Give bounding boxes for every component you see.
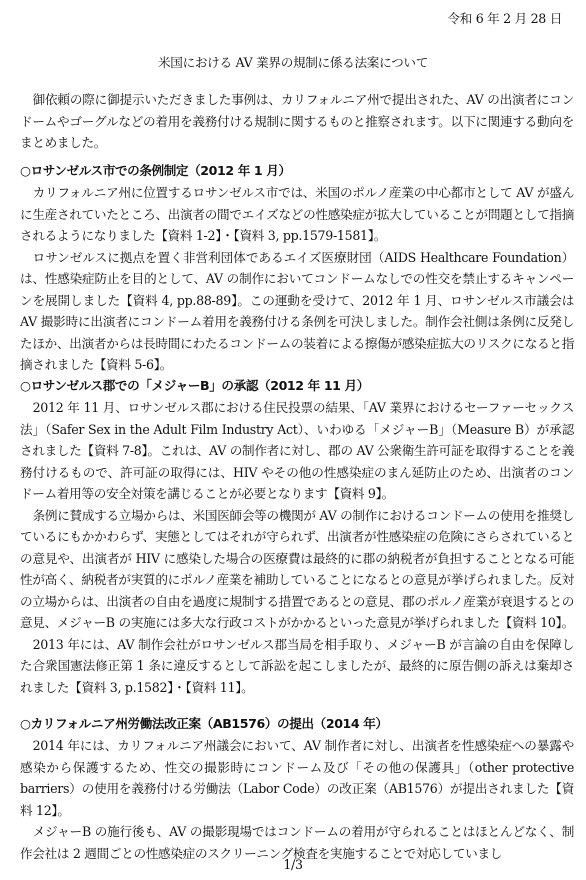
paragraph: 条例に賛成する立場からは、米国医師会等の機関が AV の制作におけるコンドームの使用を推奨しているにもかかわらず、実態としてはそれが守られず、出演者が性感染症の危険にさらされているとの意見や、出演者が HIV に感染した場合の医療費は最終的に郡の納税者が負担することとなる可能性が高く、納税者が実質的にポルノ産業を補助していることになるとの意見が挙げられました。反対の立場からは、出演者の自由を過度に規制する措置であるとの意見、郡のポルノ産業が衰退するとの意見、メジャーB の実施には多大な行政コストがかかるといった意見が挙げられました【資料 10】。 xyxy=(20,507,574,630)
document-title: 米国における AV 業界の規制に係る法案について xyxy=(158,55,428,70)
paragraph: 2013 年には、AV 制作会社がロサンゼルス郡当局を相手取り、メジャーB が言論の自由を保障した合衆国憲法修正第 1 条に違反するとして訴訟を起こしましたが、最終的に原告側の訴えは棄却されました【資料 3, p.1582】・【資料 11】。 xyxy=(20,636,574,695)
paragraph: 2012 年 11 月、ロサンゼルス郡における住民投票の結果、「AV 業界におけるセーファーセックス法」（Safer Sex in the Adult Film Industry Act）、いわゆる「メジャーB」（Measure B）が承認されました【資料 7-8】。これは、AV の制作者に対し、郡の AV 公衆衛生許可証を取得することを義務付けるもので、許可証の取得には、HIV やその他の性感染症のまん延防止のため、出演者のコンドーム着用等の安全対策を講じることが必要となります【資料 9】。 xyxy=(20,400,574,501)
document-date: 令和 6 年 2 月 28 日 xyxy=(447,11,562,26)
section-heading-la-city: ○ロサンゼルス市での条例制定（2012 年 1 月） xyxy=(20,163,291,178)
intro-paragraph: 御依頼の際に御提示いただきました事例は、カリフォルニア州で提出された、AV の出演者にコンドームやゴーグルなどの着用を義務付ける規制に関するものと推察されます。以下に関連する動向をまとめました。 xyxy=(20,92,574,150)
paragraph: カリフォルニア州に位置するロサンゼルス市では、米国のポルノ産業の中心都市として AV が盛んに生産されていたところ、出演者の間でエイズなどの性感染症が拡大していることが問題として指摘されるようになりました【資料 1-2】・【資料 3, pp.1579-1581】。 xyxy=(20,185,574,243)
page-number: 1/3 xyxy=(283,857,303,872)
section-heading-ab1576: ○カリフォルニア州労働法改正案（AB1576）の提出（2014 年） xyxy=(20,716,388,731)
section-body-la-city xyxy=(20,182,574,376)
section-heading-measure-b: ○ロサンゼルス郡での「メジャーB」の承認（2012 年 11 月） xyxy=(20,378,369,393)
paragraph: メジャーB の施行後も、AV の撮影現場ではコンドームの着用が守られることはほとんどなく、制作会社は 2 週間ごとの性感染症のスクリーニング検査を実施することで対応していまし xyxy=(20,824,574,861)
section-body-ab1576 xyxy=(20,735,574,864)
section-body-measure-b xyxy=(20,397,574,698)
paragraph: 2014 年には、カリフォルニア州議会において、AV 制作者に対し、出演者を性感染症への暴露や感染から保護するため、性交の撮影時にコンドーム及び「その他の保護具」（other protective barriers）の使用を義務付ける労働法（Labor Code）の改正案（AB1576）が提出されました【資料 12】。 xyxy=(20,738,574,818)
paragraph: ロサンゼルスに拠点を置く非営利団体であるエイズ医療財団（AIDS Healthcare Foundation）は、性感染症防止を目的として、AV の制作においてコンドームなしでの性交を禁止するキャンペーンを展開しました【資料 4, pp.88-89】。この運動を受けて、2012 年 1 月、ロサンゼルス市議会は AV 撮影時に出演者にコンドーム着用を義務付ける条例を可決しました。制作会社側は条例に反発したほか、出演者からは長時間にわたるコンドームの装着による擦傷が感染症拡大のリスクになると指摘されました【資料 5-6】。 xyxy=(20,249,574,372)
